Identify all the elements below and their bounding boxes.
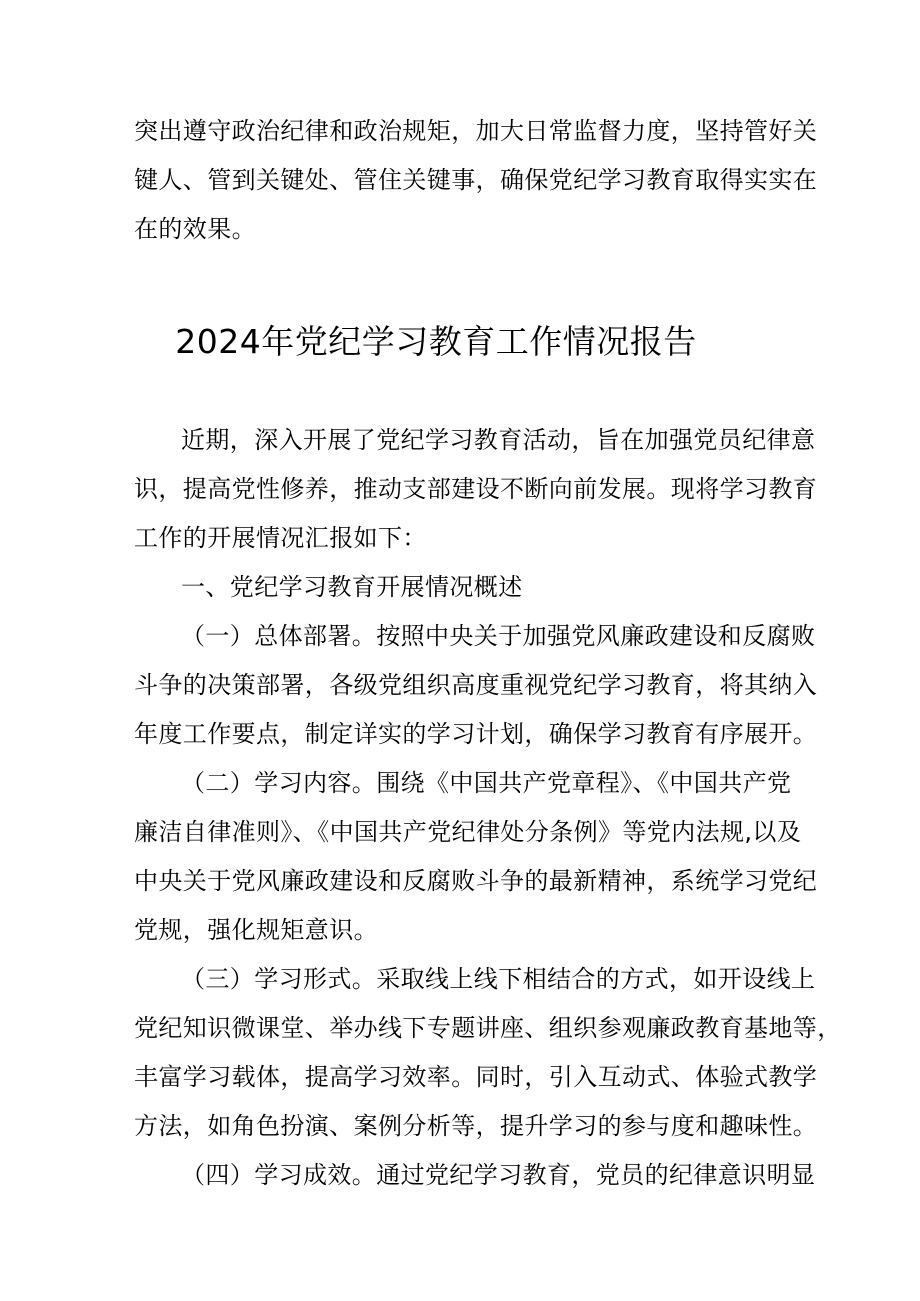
carryover-line-2: 键人、管到关键处、管住关键事，确保党纪学习教育取得实实在 <box>134 166 818 194</box>
report-title <box>0 322 920 362</box>
paragraph-2-line-4: 党规，强化规矩意识。 <box>134 916 378 944</box>
paragraph-1-line-2: 斗争的决策部署，各级党组织高度重视党纪学习教育，将其纳入 <box>134 671 818 699</box>
section-heading-1: 一、党纪学习教育开展情况概述 <box>181 573 523 601</box>
paragraph-2-line-2: 廉洁自律准则》、《中国共产党纪律处分条例》等党内法规,以及 <box>134 818 802 846</box>
paragraph-3-line-2: 党纪知识微课堂、举办线下专题讲座、组织参观廉政教育基地等， <box>134 1014 842 1042</box>
paragraph-intro-line-2: 识，提高党性修养，推动支部建设不断向前发展。现将学习教育 <box>134 475 818 503</box>
paragraph-4-line-1: （四）学习成效。通过党纪学习教育，党员的纪律意识明显 <box>181 1161 816 1189</box>
paragraph-intro-line-3: 工作的开展情况汇报如下： <box>134 524 427 552</box>
carryover-line-1: 突出遵守政治纪律和政治规矩，加大日常监督力度，坚持管好关 <box>134 117 818 145</box>
paragraph-3-line-3: 丰富学习载体，提高学习效率。同时，引入互动式、体验式教学 <box>134 1063 818 1091</box>
carryover-line-3: 在的效果。 <box>134 215 256 243</box>
paragraph-1-line-3: 年度工作要点，制定详实的学习计划，确保学习教育有序展开。 <box>134 720 818 748</box>
paragraph-intro-line-1: 近期，深入开展了党纪学习教育活动，旨在加强党员纪律意 <box>181 426 816 454</box>
report-title-text: 2024年党纪学习教育工作情况报告 <box>175 322 697 361</box>
paragraph-3-line-4: 方法，如角色扮演、案例分析等，提升学习的参与度和趣味性。 <box>134 1112 818 1140</box>
paragraph-3-line-1: （三）学习形式。采取线上线下相结合的方式，如开设线上 <box>181 965 816 993</box>
paragraph-1-line-1: （一）总体部署。按照中央关于加强党风廉政建设和反腐败 <box>181 622 816 650</box>
paragraph-2-line-1: （二）学习内容。围绕《中国共产党章程》、《中国共产党 <box>181 769 792 797</box>
paragraph-2-line-3: 中央关于党风廉政建设和反腐败斗争的最新精神，系统学习党纪 <box>134 867 818 895</box>
